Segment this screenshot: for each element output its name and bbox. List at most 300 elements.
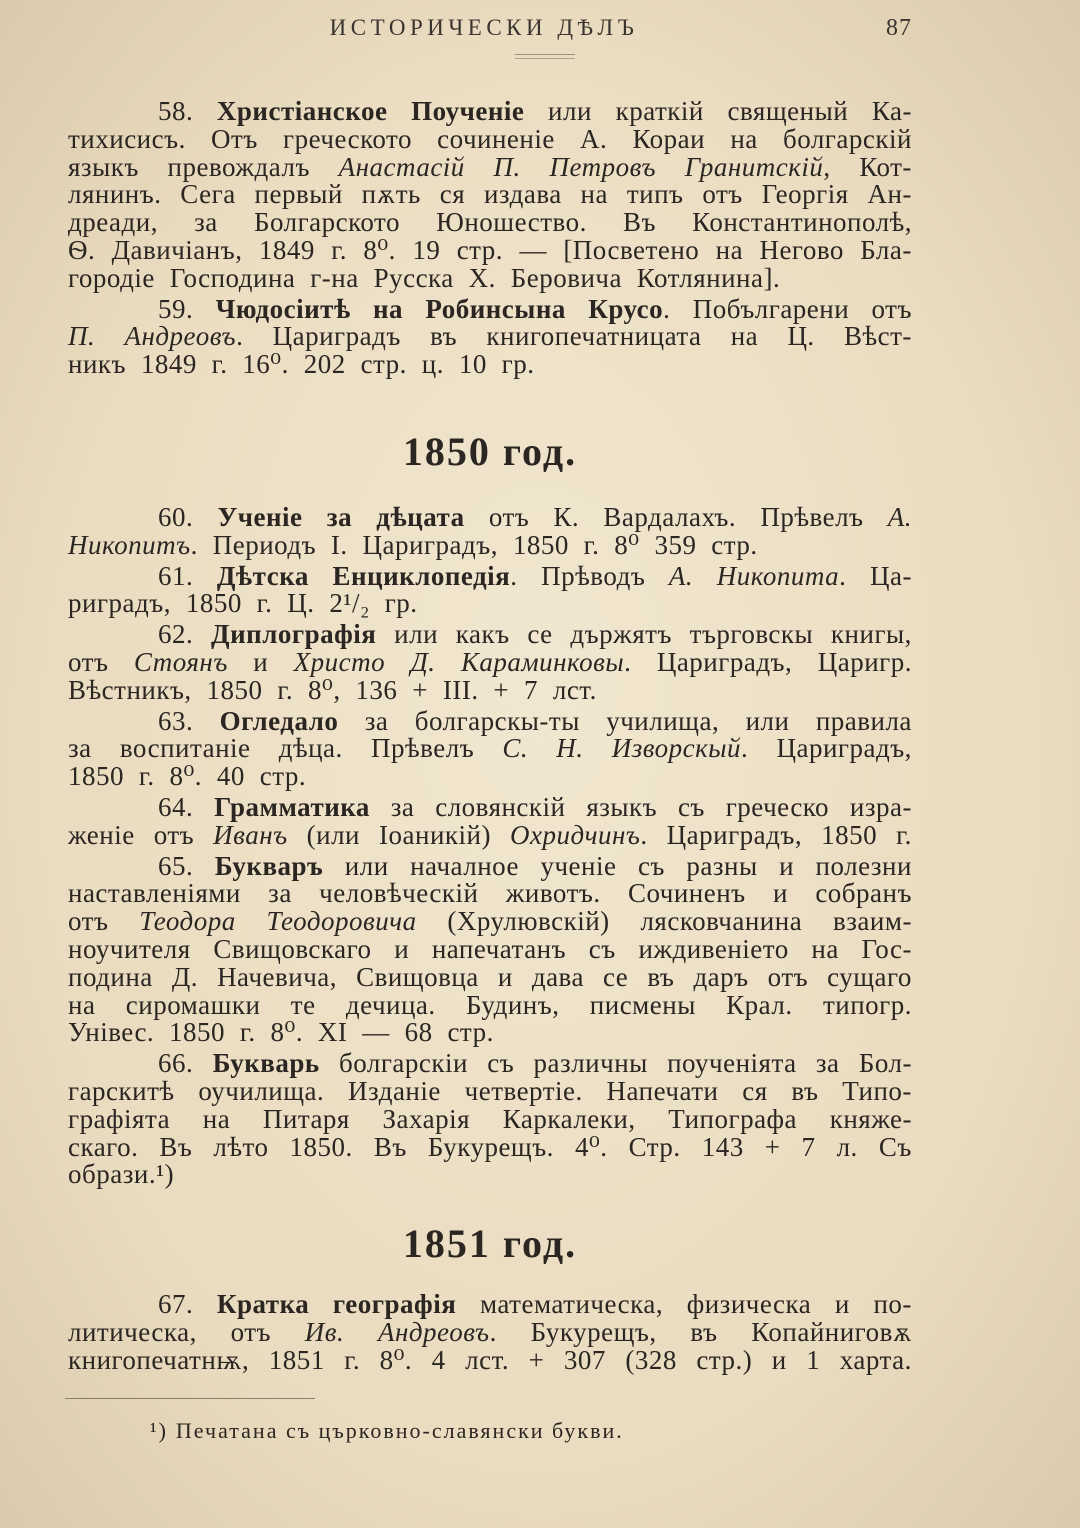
entry-title: Кратка	[216, 1289, 310, 1320]
word	[534, 1050, 648, 1078]
word	[614, 529, 640, 560]
word	[213, 1131, 269, 1162]
word	[715, 234, 744, 265]
word	[158, 501, 194, 532]
text-run: К.	[553, 501, 580, 532]
word	[637, 850, 665, 881]
word	[711, 529, 758, 560]
word	[684, 151, 831, 182]
word	[827, 961, 912, 992]
word	[211, 621, 376, 649]
text-line	[68, 123, 912, 154]
text-run: г.	[344, 1344, 361, 1375]
word	[260, 763, 306, 791]
text-run: или	[344, 850, 389, 881]
word	[158, 850, 194, 881]
text-run: Отъ	[211, 123, 258, 154]
text-run: .	[663, 293, 671, 324]
text-run: —	[362, 1017, 390, 1048]
text-run: 1850	[206, 674, 263, 705]
text-run: ноучителя	[68, 933, 191, 964]
text-run: Свищовца	[356, 961, 479, 992]
word	[530, 1316, 657, 1347]
text-run: XI	[317, 1017, 348, 1048]
entry-title: Крусо	[588, 293, 664, 324]
text-run: литическа,	[68, 1316, 197, 1347]
text-run: сочиненіе	[437, 123, 555, 154]
word	[180, 181, 235, 209]
word	[362, 181, 421, 209]
word	[829, 1103, 912, 1134]
word	[262, 1103, 350, 1134]
word	[230, 1316, 272, 1347]
text-run: Съ	[878, 1131, 912, 1162]
word	[764, 1131, 781, 1162]
entry-title: Огледало	[219, 705, 339, 736]
word	[133, 646, 228, 677]
text-run: иждивеніето	[638, 933, 789, 964]
text-run: л.	[836, 1131, 858, 1162]
header-rule	[515, 54, 575, 59]
person-name: А.	[887, 501, 912, 532]
word	[414, 705, 580, 736]
word	[326, 501, 353, 532]
word	[186, 590, 242, 618]
word	[217, 961, 338, 992]
entry-title: Грамматика	[214, 791, 370, 822]
word	[509, 819, 648, 850]
text-line	[68, 323, 912, 351]
text-run: математическа,	[480, 1289, 664, 1320]
person-name: Андреовъ	[378, 1316, 490, 1347]
bibliography-entry	[68, 501, 912, 560]
text-run: г.	[211, 349, 228, 380]
text-run: даръ	[693, 961, 749, 992]
text-run: търговскы	[689, 619, 814, 650]
word	[811, 933, 839, 964]
text-run: Сочиненъ	[627, 878, 746, 909]
text-line	[68, 98, 912, 126]
word	[125, 989, 261, 1020]
word	[169, 763, 202, 791]
entry-title: Дѣтска	[216, 560, 309, 591]
word	[68, 989, 96, 1020]
word	[293, 646, 386, 677]
word	[580, 123, 608, 154]
word	[791, 1075, 819, 1106]
text-run: отъ	[230, 1316, 272, 1347]
word	[861, 933, 912, 964]
text-run: полезни	[815, 850, 912, 881]
word	[437, 123, 555, 154]
word	[581, 181, 608, 209]
text-line	[68, 735, 912, 763]
word	[68, 151, 139, 182]
footnote	[150, 1416, 624, 1446]
word	[158, 791, 194, 822]
entry-title: географія	[332, 1289, 457, 1320]
word	[68, 646, 109, 677]
word	[484, 181, 562, 209]
text-run: 7	[801, 1131, 816, 1162]
text-run: Ц.	[787, 321, 815, 352]
text-run: 1850	[512, 529, 569, 560]
text-run: дреади,	[68, 207, 158, 238]
word	[333, 1291, 456, 1319]
text-run: или	[394, 619, 439, 650]
word	[362, 529, 498, 560]
word	[213, 819, 288, 850]
word	[319, 880, 478, 908]
word	[68, 181, 161, 209]
word	[628, 880, 746, 908]
year-heading: 1851 год.	[402, 1221, 578, 1267]
person-name: Изворскый	[611, 733, 742, 764]
word	[431, 933, 567, 964]
word	[625, 1344, 677, 1375]
text-run: Беровича	[510, 262, 622, 293]
text-run: наставленіями	[68, 878, 241, 909]
word	[760, 501, 864, 532]
text-run: пѫть	[361, 179, 421, 210]
text-run: Букурещъ.	[427, 1131, 554, 1162]
word	[773, 880, 788, 908]
word	[815, 850, 912, 881]
word	[390, 791, 415, 822]
word	[378, 1316, 497, 1347]
text-run: издава	[483, 179, 562, 210]
text-line	[68, 880, 912, 908]
text-run: изра-	[849, 791, 912, 822]
text-run: книгопечатнѭ,	[68, 1344, 250, 1375]
text-run: въ	[647, 961, 675, 992]
text-run: Х.	[468, 262, 496, 293]
word	[563, 1344, 606, 1375]
text-run: Каркалеки,	[502, 1103, 636, 1134]
word	[801, 1131, 816, 1162]
word	[287, 590, 314, 618]
text-run: 8⁰.	[270, 1017, 304, 1048]
word	[412, 674, 428, 705]
page-number: 87	[886, 15, 912, 41]
text-run: стр.	[711, 529, 758, 560]
text-run: за	[815, 1048, 840, 1079]
word	[456, 621, 510, 649]
text-run: различны	[533, 1048, 648, 1079]
word	[268, 880, 292, 908]
text-run: греческо	[725, 791, 830, 822]
word	[666, 819, 803, 850]
text-run: 16⁰.	[242, 349, 289, 380]
text-run: отъ	[68, 646, 109, 677]
person-name: Ив.	[304, 1316, 345, 1347]
text-run: писмены	[589, 989, 696, 1020]
text-run: .	[510, 560, 518, 591]
word	[612, 735, 749, 763]
text-run: [Посветено	[563, 234, 700, 265]
text-run: Копайниговѫ	[751, 1316, 912, 1347]
word	[329, 590, 370, 618]
word	[68, 351, 126, 379]
text-run: образи.¹)	[68, 1159, 175, 1190]
text-run: Будинъ,	[465, 989, 560, 1020]
word	[410, 850, 519, 881]
text-run: воспитаніе	[119, 733, 251, 764]
word	[745, 705, 790, 736]
text-run: г.	[138, 761, 155, 792]
word	[68, 1161, 174, 1189]
word	[202, 1103, 231, 1134]
text-run: и	[771, 1344, 787, 1375]
word	[330, 529, 348, 560]
text-run: Побългарени	[692, 293, 850, 324]
text-run: Цариградъ,	[362, 529, 498, 560]
text-run: отъ	[871, 293, 912, 324]
word	[835, 1291, 850, 1319]
bibliography-entry	[68, 98, 912, 293]
word	[318, 1019, 348, 1047]
word	[279, 735, 343, 763]
text-run: оучилища.	[198, 1075, 325, 1106]
word	[382, 1103, 471, 1134]
word	[271, 1019, 304, 1047]
word	[431, 1344, 446, 1375]
word	[268, 1344, 325, 1375]
text-line	[68, 961, 912, 992]
text-line	[68, 1131, 912, 1162]
word	[379, 819, 491, 850]
word	[68, 1344, 250, 1375]
word	[548, 98, 592, 126]
text-line	[68, 590, 912, 618]
text-run: за	[390, 791, 415, 822]
text-run: книгы,	[830, 619, 912, 650]
word	[528, 1344, 545, 1375]
word	[159, 1131, 193, 1162]
text-run: Цариградъ,	[776, 733, 912, 764]
text-run: 202	[303, 349, 346, 380]
word	[767, 961, 809, 992]
person-name: Андреовъ	[124, 321, 237, 352]
text-run: типъ	[626, 179, 684, 210]
word	[158, 293, 194, 324]
word	[158, 98, 193, 126]
text-run: типогр.	[822, 989, 912, 1020]
word	[217, 763, 245, 791]
word	[647, 961, 675, 992]
text-run: на	[202, 1103, 231, 1134]
text-run: Прѣвелъ	[760, 501, 864, 532]
word	[776, 735, 911, 763]
text-run: 66.	[158, 1048, 194, 1079]
footnote-text: Печатана съ църковно-славянски букви.	[175, 1418, 624, 1443]
word	[212, 529, 317, 560]
text-run: съ	[487, 1048, 515, 1079]
text-run: .	[640, 819, 648, 850]
entry-title: Ученіе	[217, 501, 303, 532]
word	[111, 234, 243, 265]
word	[527, 621, 552, 649]
text-run: +	[764, 1131, 781, 1162]
word	[859, 1050, 912, 1078]
word	[464, 1075, 583, 1106]
word	[240, 1019, 256, 1047]
word	[422, 351, 444, 379]
bibliography-entry	[68, 1050, 912, 1189]
word	[459, 351, 487, 379]
text-run: четвертіе.	[464, 1075, 583, 1106]
text-run: графіята	[68, 1103, 171, 1134]
word	[206, 674, 263, 705]
entry-title: Христіанское	[216, 96, 388, 126]
text-run: лст.	[552, 674, 597, 705]
word	[68, 123, 186, 154]
text-run: и	[497, 961, 513, 992]
bibliography-entry	[68, 560, 912, 619]
text-run: съ	[637, 850, 665, 881]
text-run: .	[741, 733, 749, 764]
word	[519, 234, 547, 265]
text-run: въ	[690, 1316, 718, 1347]
text-run: 65.	[158, 850, 194, 881]
text-run: отъ	[702, 179, 743, 210]
word	[487, 1050, 514, 1078]
text-run: +	[493, 674, 510, 705]
entry-title: за	[326, 501, 353, 532]
word	[731, 323, 758, 351]
word	[68, 1316, 197, 1347]
text-run: 7	[524, 674, 538, 705]
word	[214, 791, 370, 822]
word	[427, 1131, 554, 1162]
word	[254, 209, 400, 237]
word	[211, 123, 258, 154]
text-run: Вардалахъ.	[603, 501, 737, 532]
word	[502, 1103, 636, 1134]
text-run: никъ	[68, 349, 126, 380]
word	[356, 961, 479, 992]
word	[667, 1050, 796, 1078]
text-run: 64.	[158, 791, 194, 822]
text-run: болгарскіи	[339, 1048, 468, 1079]
text-line	[68, 262, 912, 293]
text-run: Русска	[373, 262, 454, 293]
person-name: Никопитъ	[68, 529, 191, 560]
word	[141, 351, 197, 379]
text-line	[68, 1344, 912, 1375]
word	[171, 961, 199, 992]
word	[372, 293, 404, 324]
word	[68, 209, 158, 237]
word	[338, 151, 465, 182]
person-name: Охридчинъ	[509, 819, 641, 850]
text-run: Георгія	[761, 179, 849, 210]
person-name: Иванъ	[213, 819, 288, 850]
word	[701, 1131, 744, 1162]
word	[68, 819, 135, 850]
word	[213, 933, 372, 964]
word	[859, 151, 912, 182]
word	[488, 501, 530, 532]
text-run: 40	[216, 761, 245, 792]
person-name: Никопита	[716, 560, 840, 591]
text-run: 1850	[68, 761, 124, 792]
text-run: държятъ	[570, 619, 672, 650]
word	[759, 234, 844, 265]
text-run: за	[364, 705, 389, 736]
word	[844, 323, 912, 351]
text-run: г.	[239, 1017, 256, 1048]
text-run: 136	[355, 674, 398, 705]
word	[839, 1344, 912, 1375]
text-line	[68, 209, 912, 237]
word	[219, 705, 339, 736]
word	[693, 961, 749, 992]
word	[394, 933, 410, 964]
word	[603, 501, 737, 532]
word	[167, 151, 310, 182]
text-line	[68, 1103, 912, 1134]
word	[497, 961, 513, 992]
word	[215, 293, 351, 324]
word	[574, 1131, 608, 1162]
text-run: 1851	[268, 1344, 325, 1375]
person-name: П.	[68, 321, 96, 352]
word	[815, 705, 912, 736]
text-line	[68, 646, 912, 677]
word	[217, 98, 388, 126]
word	[751, 1316, 912, 1347]
word	[771, 1344, 787, 1375]
word	[68, 590, 171, 618]
entry-title: Диплографія	[211, 619, 377, 650]
text-run: г.	[256, 588, 273, 619]
text-run: се	[527, 619, 553, 650]
word	[636, 262, 781, 293]
text-run: подина	[68, 961, 153, 992]
text-run: Ца-	[870, 560, 912, 591]
word	[68, 1103, 171, 1134]
text-run: 67.	[158, 1289, 194, 1320]
word	[779, 850, 795, 881]
word	[588, 293, 671, 324]
word	[339, 1050, 468, 1078]
text-line	[68, 674, 912, 705]
word	[306, 819, 360, 850]
person-name: С.	[502, 733, 529, 764]
text-run: (Хрулювскій)	[447, 906, 610, 937]
text-run: болгарскій	[782, 123, 912, 154]
word	[627, 181, 684, 209]
running-head	[68, 13, 900, 43]
text-run: гр.	[501, 349, 535, 380]
text-run: III.	[442, 674, 479, 705]
word	[849, 791, 912, 822]
word	[570, 621, 672, 649]
text-run: стр.	[360, 349, 407, 380]
text-run: Кот-	[859, 151, 912, 182]
word	[242, 351, 289, 379]
text-run: Цариградъ	[272, 321, 401, 352]
text-run: Господина	[169, 262, 296, 293]
word	[887, 501, 912, 532]
text-line	[68, 1316, 912, 1347]
text-run: Бол-	[858, 1048, 912, 1079]
text-run: дечица.	[345, 989, 436, 1020]
text-run: дава	[531, 961, 584, 992]
text-line	[68, 819, 912, 850]
text-run: стр.)	[696, 1344, 753, 1375]
